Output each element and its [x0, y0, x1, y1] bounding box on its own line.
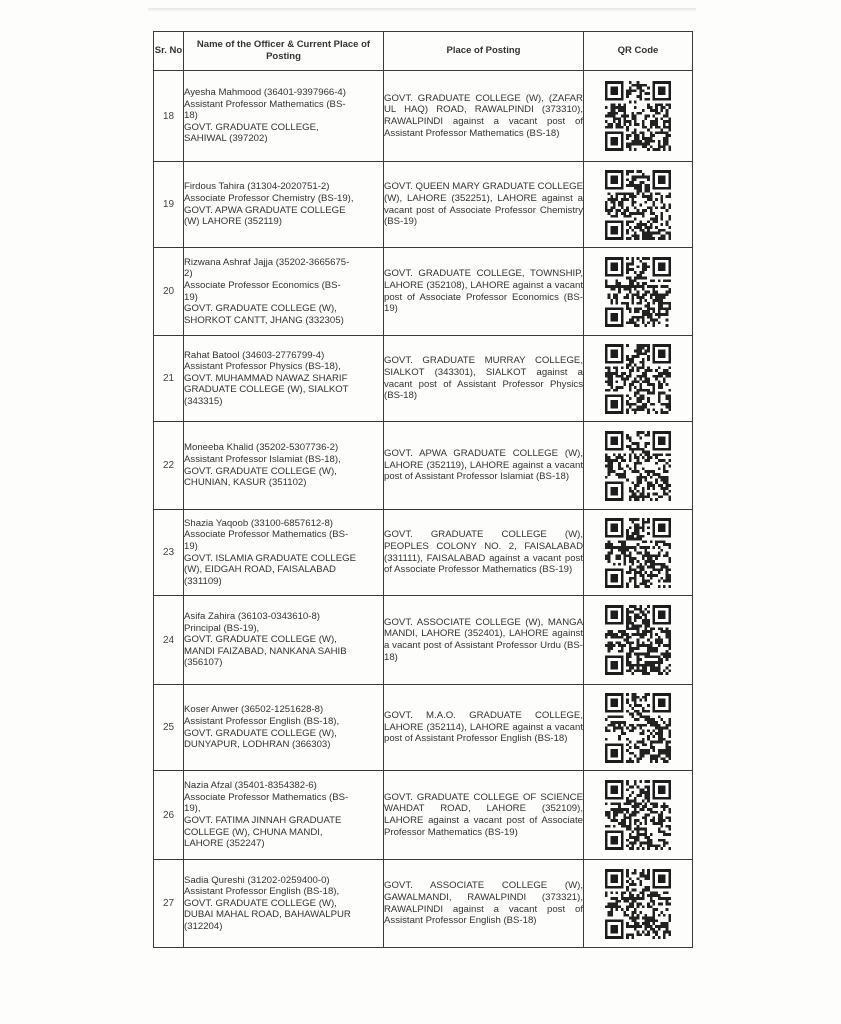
- qr-code-cell: [584, 422, 693, 510]
- officer-details: [184, 422, 384, 510]
- officer-details-line: Sadia Qureshi (31202-0259400-0): [184, 874, 330, 886]
- officer-details-line: Associate Professor Economics (BS-: [184, 279, 341, 291]
- qr-code-cell: [584, 162, 693, 248]
- officer-details: [184, 685, 384, 771]
- officer-details-line: GOVT. APWA GRADUATE COLLEGE: [184, 204, 346, 216]
- officer-details-line: Assistant Professor English (BS-18),: [184, 886, 340, 898]
- officer-details-line: Ayesha Mahmood (36401-9397966-4): [184, 87, 346, 99]
- officer-details-line: (331109): [184, 575, 222, 587]
- officer-details-line: DUBAI MAHAL ROAD, BAHAWALPUR: [184, 909, 351, 921]
- table-row: [154, 162, 693, 248]
- officer-details-line: Assistant Professor Physics (BS-18),: [184, 361, 341, 373]
- officer-details: [184, 248, 384, 336]
- place-of-posting: GOVT. ASSOCIATE COLLEGE (W), MANGA MANDI, LAHORE (352401), LAHORE against a vacant post of Assistant Professor Urdu (BS-18): [384, 596, 584, 685]
- qr-code-cell: [584, 596, 693, 685]
- serial-number: 27: [154, 860, 184, 948]
- qr-code-icon: [605, 869, 671, 939]
- qr-code-cell: [584, 860, 693, 948]
- serial-number: 20: [154, 248, 184, 336]
- officer-details-line: Koser Anwer (36502-1251628-8): [184, 704, 324, 716]
- officer-details-line: GOVT. MUHAMMAD NAWAZ SHARIF: [184, 372, 348, 384]
- officer-details-line: Rahat Batool (34603-2776799-4): [184, 349, 325, 361]
- qr-code-icon: [605, 431, 671, 501]
- officer-details-line: Associate Professor Mathematics (BS-: [184, 529, 349, 541]
- officer-details-line: Associate Professor Chemistry (BS-19),: [184, 192, 354, 204]
- officer-details-line: GOVT. GRADUATE COLLEGE (W),: [184, 303, 337, 315]
- qr-code-cell: [584, 336, 693, 422]
- officer-details-line: DUNYAPUR, LODHRAN (366303): [184, 739, 331, 751]
- serial-number: 22: [154, 422, 184, 510]
- table-row: [154, 860, 693, 948]
- qr-code-icon: [605, 518, 671, 588]
- table-row: [154, 422, 693, 510]
- serial-number: 25: [154, 685, 184, 771]
- place-of-posting: GOVT. M.A.O. GRADUATE COLLEGE, LAHORE (352114), LAHORE against a vacant post of Assistant Professor English (BS-18): [384, 685, 584, 771]
- table-row: [154, 685, 693, 771]
- serial-number: 23: [154, 510, 184, 596]
- officer-details-line: (343315): [184, 395, 223, 407]
- officer-details-line: (312204): [184, 920, 223, 932]
- qr-code-cell: [584, 771, 693, 860]
- officer-details: [184, 596, 384, 685]
- serial-number: 26: [154, 771, 184, 860]
- officer-details: [184, 510, 384, 596]
- table-row: [154, 510, 693, 596]
- table-row: [154, 71, 693, 162]
- officer-details-line: 19): [184, 540, 198, 552]
- qr-code-icon: [605, 170, 671, 240]
- qr-code-icon: [605, 257, 671, 327]
- place-of-posting: GOVT. GRADUATE COLLEGE (W), (ZAFAR UL HAQ) ROAD, RAWALPINDI (373310), RAWALPINDI against a vacant post of Assistant Professor Mathematics (BS-18): [384, 71, 584, 162]
- serial-number: 18: [154, 71, 184, 162]
- officer-details: [184, 162, 384, 248]
- officer-details: [184, 71, 384, 162]
- officer-details-line: 2): [184, 268, 193, 280]
- officer-details-line: MANDI FAIZABAD, NANKANA SAHIB: [184, 645, 347, 657]
- table-row: [154, 248, 693, 336]
- officer-details-line: Assistant Professor Mathematics (BS-: [184, 98, 346, 110]
- table-row: [154, 596, 693, 685]
- header-sr-no: Sr. No: [154, 32, 184, 71]
- officer-details: [184, 336, 384, 422]
- officer-details-line: 19),: [184, 803, 201, 815]
- officer-details-line: GOVT. FATIMA JINNAH GRADUATE: [184, 815, 342, 826]
- place-of-posting: GOVT. GRADUATE COLLEGE OF SCIENCE WAHDAT ROAD, LAHORE (352109), LAHORE against a vacant post of Associate Professor Mathematics (BS-19): [384, 771, 584, 860]
- officer-details-line: GOVT. GRADUATE COLLEGE (W),: [184, 634, 337, 646]
- officer-details-line: GOVT. GRADUATE COLLEGE (W),: [184, 897, 337, 909]
- place-of-posting: GOVT. ASSOCIATE COLLEGE (W), GAWALMANDI, RAWALPINDI (373321), RAWALPINDI against a vacant post of Assistant Professor English (BS-18): [384, 860, 584, 948]
- officer-details-line: CHUNIAN, KASUR (351102): [184, 477, 307, 489]
- officer-details-line: LAHORE (352247): [184, 838, 265, 850]
- officer-details-line: COLLEGE (W), CHUNA MANDI,: [184, 826, 323, 838]
- serial-number: 21: [154, 336, 184, 422]
- officer-details-line: Principal (BS-19),: [184, 622, 260, 634]
- place-of-posting: GOVT. APWA GRADUATE COLLEGE (W), LAHORE (352119), LAHORE against a vacant post of Assistant Professor Islamiat (BS-18): [384, 422, 584, 510]
- officer-details-line: Associate Professor Mathematics (BS-: [184, 791, 349, 803]
- qr-code-icon: [605, 780, 671, 850]
- qr-code-icon: [605, 344, 671, 414]
- officer-details-line: Assistant Professor Islamiat (BS-18),: [184, 453, 341, 465]
- previous-page-edge: [148, 8, 696, 12]
- qr-code-cell: [584, 510, 693, 596]
- officer-details-line: GOVT. GRADUATE COLLEGE,: [184, 121, 319, 133]
- officer-details-line: Assistant Professor English (BS-18),: [184, 715, 340, 727]
- place-of-posting: GOVT. GRADUATE COLLEGE (W), PEOPLES COLONY NO. 2, FAISALABAD (331111), FAISALABAD against a vacant post of Associate Professor Mathematics (BS-19): [384, 510, 584, 596]
- header-officer-name: Name of the Officer & Current Place of Posting: [184, 32, 384, 71]
- qr-code-cell: [584, 248, 693, 336]
- header-place-of-posting: Place of Posting: [384, 32, 584, 71]
- officer-details-line: 18): [184, 110, 198, 122]
- qr-code-icon: [605, 693, 671, 763]
- officer-details-line: GOVT. GRADUATE COLLEGE (W),: [184, 465, 337, 477]
- officer-details-line: Firdous Tahira (31304-2020751-2): [184, 181, 330, 193]
- officer-details-line: 19): [184, 291, 198, 303]
- qr-code-cell: [584, 71, 693, 162]
- officer-details-line: SHORKOT CANTT, JHANG (332305): [184, 314, 344, 326]
- serial-number: 19: [154, 162, 184, 248]
- posting-orders-table: [153, 31, 693, 948]
- officer-details-line: GRADUATE COLLEGE (W), SIALKOT: [184, 384, 349, 396]
- officer-details: [184, 771, 384, 860]
- qr-code-cell: [584, 685, 693, 771]
- place-of-posting: GOVT. GRADUATE COLLEGE, TOWNSHIP, LAHORE (352108), LAHORE against a vacant post of Associate Professor Economics (BS-19): [384, 248, 584, 336]
- header-qr-code: QR Code: [584, 32, 693, 71]
- officer-details-line: (W) LAHORE (352119): [184, 216, 282, 228]
- table-row: [154, 336, 693, 422]
- place-of-posting: GOVT. QUEEN MARY GRADUATE COLLEGE (W), LAHORE (352251), LAHORE against a vacant post of Associate Professor Chemistry (BS-19): [384, 162, 584, 248]
- table-body: [154, 71, 693, 948]
- table-header-row: [154, 32, 693, 71]
- officer-details-line: (W), EIDGAH ROAD, FAISALABAD: [184, 564, 336, 576]
- officer-details-line: Moneeba Khalid (35202-5307736-2): [184, 442, 339, 454]
- officer-details-line: GOVT. ISLAMIA GRADUATE COLLEGE: [184, 552, 357, 564]
- place-of-posting: GOVT. GRADUATE MURRAY COLLEGE, SIALKOT (343301), SIALKOT against a vacant post of Assistant Professor Physics (BS-18): [384, 336, 584, 422]
- officer-details-line: Nazia Afzal (35401-8354382-6): [184, 780, 317, 792]
- officer-details-line: Rizwana Ashraf Jajja (35202-3665675-: [184, 256, 350, 268]
- officer-details: [184, 860, 384, 948]
- officer-details-line: SAHIWAL (397202): [184, 133, 268, 145]
- officer-details-line: GOVT. GRADUATE COLLEGE (W),: [184, 727, 337, 739]
- table-row: [154, 771, 693, 860]
- officer-details-line: Asifa Zahira (36103-0343610-8): [184, 611, 320, 623]
- qr-code-icon: [605, 605, 671, 675]
- serial-number: 24: [154, 596, 184, 685]
- qr-code-icon: [605, 81, 671, 151]
- officer-details-line: (356107): [184, 657, 223, 669]
- officer-details-line: Shazia Yaqoob (33100-6857612-8): [184, 517, 333, 529]
